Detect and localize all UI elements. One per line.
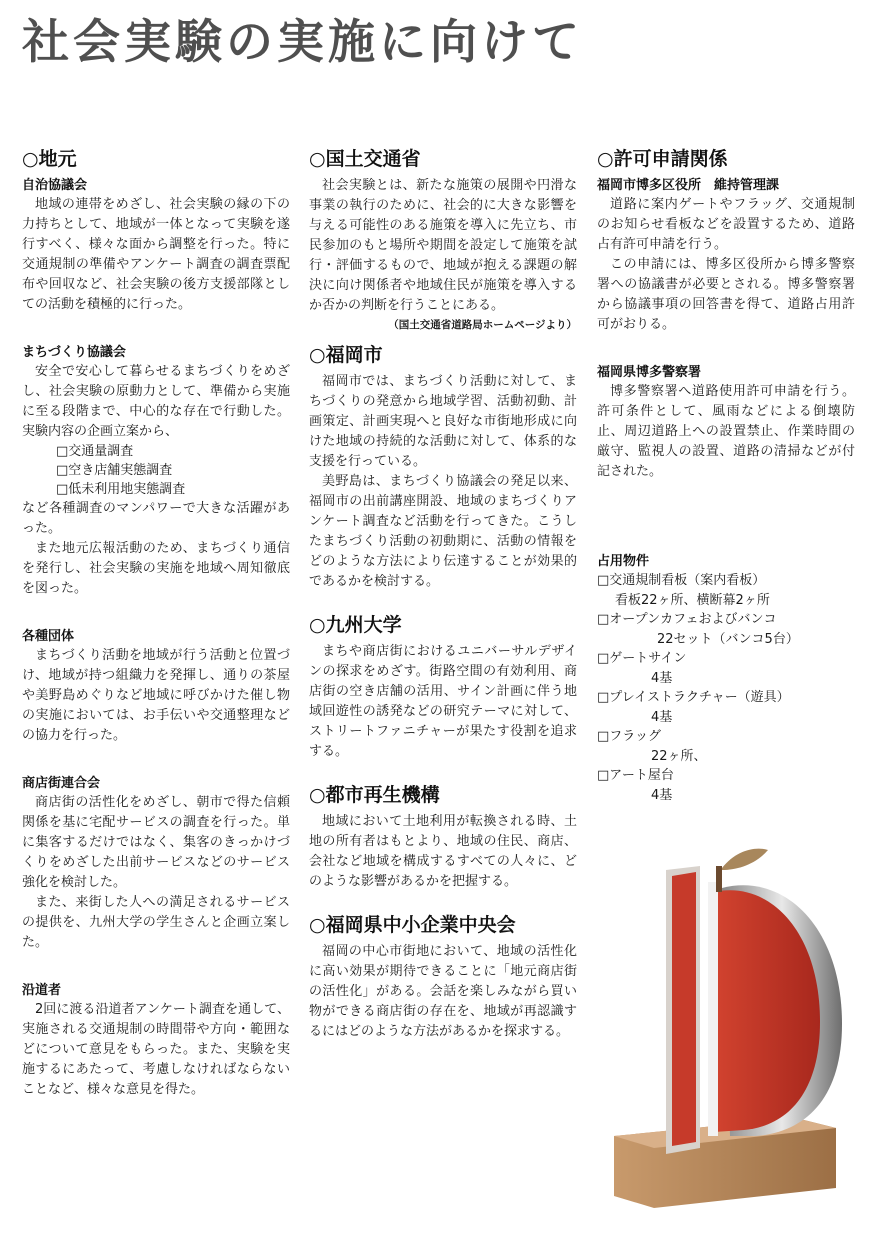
occupancy-item: □交通規制看板（案内看板）	[597, 573, 766, 588]
occupancy-item: □ゲートサイン	[597, 651, 687, 666]
subheading-kakushu: 各種団体	[22, 629, 75, 644]
paragraph: 博多警察署へ道路使用許可申請を行う。許可条件として、風雨などによる倒壊防止、周辺道路上への設置禁止、作業時間の厳守、監視人の設置、道路の清掃などが付記された。	[597, 384, 855, 479]
paragraph: また地元広報活動のため、まちづくり通信を発行し、社会実験の実施を地域へ周知徹底を図った。	[22, 541, 290, 596]
paragraph: 2回に渡る沿道者アンケート調査を通して、実施される交通規制の時間帯や方向・範囲などについて意見をもらった。また、実験を実施するにあたって、考慮しなければならないことなど、様々な意見を得た。	[22, 1002, 290, 1097]
paragraph: 福岡の中心市街地において、地域の活性化に高い効果が期待できることに「地元商店街の活性化」がある。会話を楽しみながら買い物ができる商店街の存在を、地域が再認識するにはどのような方法があるかを探求する。	[309, 944, 577, 1039]
section-heading-smb-assoc: ○福岡県中小企業中央会	[309, 914, 516, 936]
occupancy-detail: 22ヶ所、	[651, 748, 707, 764]
section-heading-fukuoka-city: ○福岡市	[309, 344, 383, 366]
paragraph: など各種調査のマンパワーで大きな活躍があった。	[22, 501, 290, 536]
section-heading-permits: ○許可申請関係	[597, 148, 728, 170]
paragraph: 福岡市では、まちづくり活動に対して、まちづくりの発意から地域学習、活動初動、計画策定、計画実現へと良好な市街地形成に向けた地域の持続的な活動に対して、体系的な支援を行っている。	[309, 374, 577, 469]
left-block-face	[672, 872, 696, 1146]
occupancy-detail: 4基	[651, 709, 673, 725]
stem	[716, 866, 722, 892]
subheading-hakata-police: 福岡県博多警察署	[597, 365, 702, 380]
paragraph: 地域の連帯をめざし、社会実験の縁の下の力持ちとして、地域が一体となって実験を遂行すべく、様々な面から調整を行った。特に交通規制の準備やアンケート調査の調査票配布や回収など、社会実験の後方支援部隊としての活動を積極的に行った。	[22, 197, 290, 312]
paragraph: 道路に案内ゲートやフラッグ、交通規制のお知らせ看板などを設置するため、道路占有許可申請を行う。	[597, 197, 855, 252]
section-heading-ur: ○都市再生機構	[309, 784, 440, 806]
subheading-shotengai: 商店街連合会	[22, 776, 101, 791]
checklist-item: □交通量調査	[56, 444, 134, 459]
paragraph: 美野島は、まちづくり協議会の発足以来、福岡市の出前講座開設、地域のまちづくりアンケート調査など活動を行ってきた。こうしたまちづくり活動の初動期に、活動の情報をどのような方法により伝達することが効果的であるかを検討する。	[309, 474, 577, 589]
paragraph: 商店街の活性化をめざし、朝市で得た信頼関係を基に宅配サービスの調査を行った。単に集客するだけではなく、集客のきっかけづくりをめざした出前サービスなどのサービス強化を検討した。	[22, 795, 290, 890]
occupancy-detail: 4基	[651, 787, 673, 803]
occupancy-item: □アート屋台	[597, 768, 674, 783]
checklist-item: □空き店舗実態調査	[56, 463, 173, 478]
subheading-machizukuri: まちづくり協議会	[22, 345, 126, 360]
occupancy-item: □プレイストラクチャー（遊具）	[597, 690, 790, 705]
section-heading-mlit: ○国土交通省	[309, 148, 421, 170]
paragraph: 地域において土地利用が転換される時、土地の所有者はもとより、地域の住民、商店、会社など地域を構成するすべての人々に、どのような影響があるかを把握する。	[309, 814, 577, 889]
reference-note: （国土交通省道路局ホームページより）	[388, 319, 577, 331]
apple-sculpture-image	[610, 836, 850, 1216]
paragraph: 安全で安心して暮らせるまちづくりをめざし、社会実験の原動力として、準備から実施に至る段階まで、中心的な存在で行動した。実験内容の企画立案から、	[22, 364, 290, 439]
leaf	[722, 849, 768, 870]
occupancy-detail: 4基	[651, 670, 673, 686]
occupancy-list	[597, 571, 855, 805]
paragraph: まちづくり活動を地域が行う活動と位置づけ、地域が持つ組織力を発揮し、通りの茶屋や美野島めぐりなど地域に呼びかけた催し物の実施においては、お手伝いや交通整理などの協力を行った。	[22, 648, 290, 743]
divider	[708, 882, 718, 1136]
paragraph: まちや商店街におけるユニバーサルデザインの探求をめざす。街路空間の有効利用、商店街の空き店舗の活用、サイン計画に伴う地域回遊性の誘発などの研究テーマに対して、ストリートファニチャーが果たす役割を追求する。	[309, 644, 577, 759]
column-organizations	[309, 146, 577, 1042]
paragraph: 社会実験とは、新たな施策の展開や円滑な事業の執行のために、社会的に大きな影響を与える可能性のある施策を導入に先立ち、市民参加のもと場所や期間を設定して施策を試行・評価するもので、地域が抱える課題の解決に向け関係者や地域住民が施策を導入するか否かの判断を行うことにある。	[309, 178, 577, 313]
page-title: 社会実験の実施に向けて	[22, 15, 583, 70]
occupancy-heading: 占用物件	[597, 554, 650, 569]
paragraph: また、来街した人への満足されるサービスの提供を、九州大学の学生さんと企画立案した。	[22, 895, 290, 950]
occupancy-item: □オープンカフェおよびバンコ	[597, 612, 777, 627]
occupancy-detail: 看板22ヶ所、横断幕2ヶ所	[615, 592, 770, 608]
subheading-jichi: 自治協議会	[22, 178, 88, 193]
section-heading-local: ○地元	[22, 148, 77, 170]
column-permits	[597, 146, 855, 805]
checklist-item: □低未利用地実態調査	[56, 482, 186, 497]
paragraph: この申請には、博多区役所から博多警察署への協議書が必要とされる。博多警察署から協議事項の回答書を得て、道路占用許可がおりる。	[597, 257, 855, 332]
occupancy-item: □フラッグ	[597, 729, 662, 744]
subheading-endosha: 沿道者	[22, 983, 62, 998]
occupancy-detail: 22セット（バンコ5台）	[657, 631, 799, 647]
column-local	[22, 146, 290, 1100]
subheading-hakata-ward: 福岡市博多区役所 維持管理課	[597, 178, 780, 193]
section-heading-kyushu-univ: ○九州大学	[309, 614, 402, 636]
